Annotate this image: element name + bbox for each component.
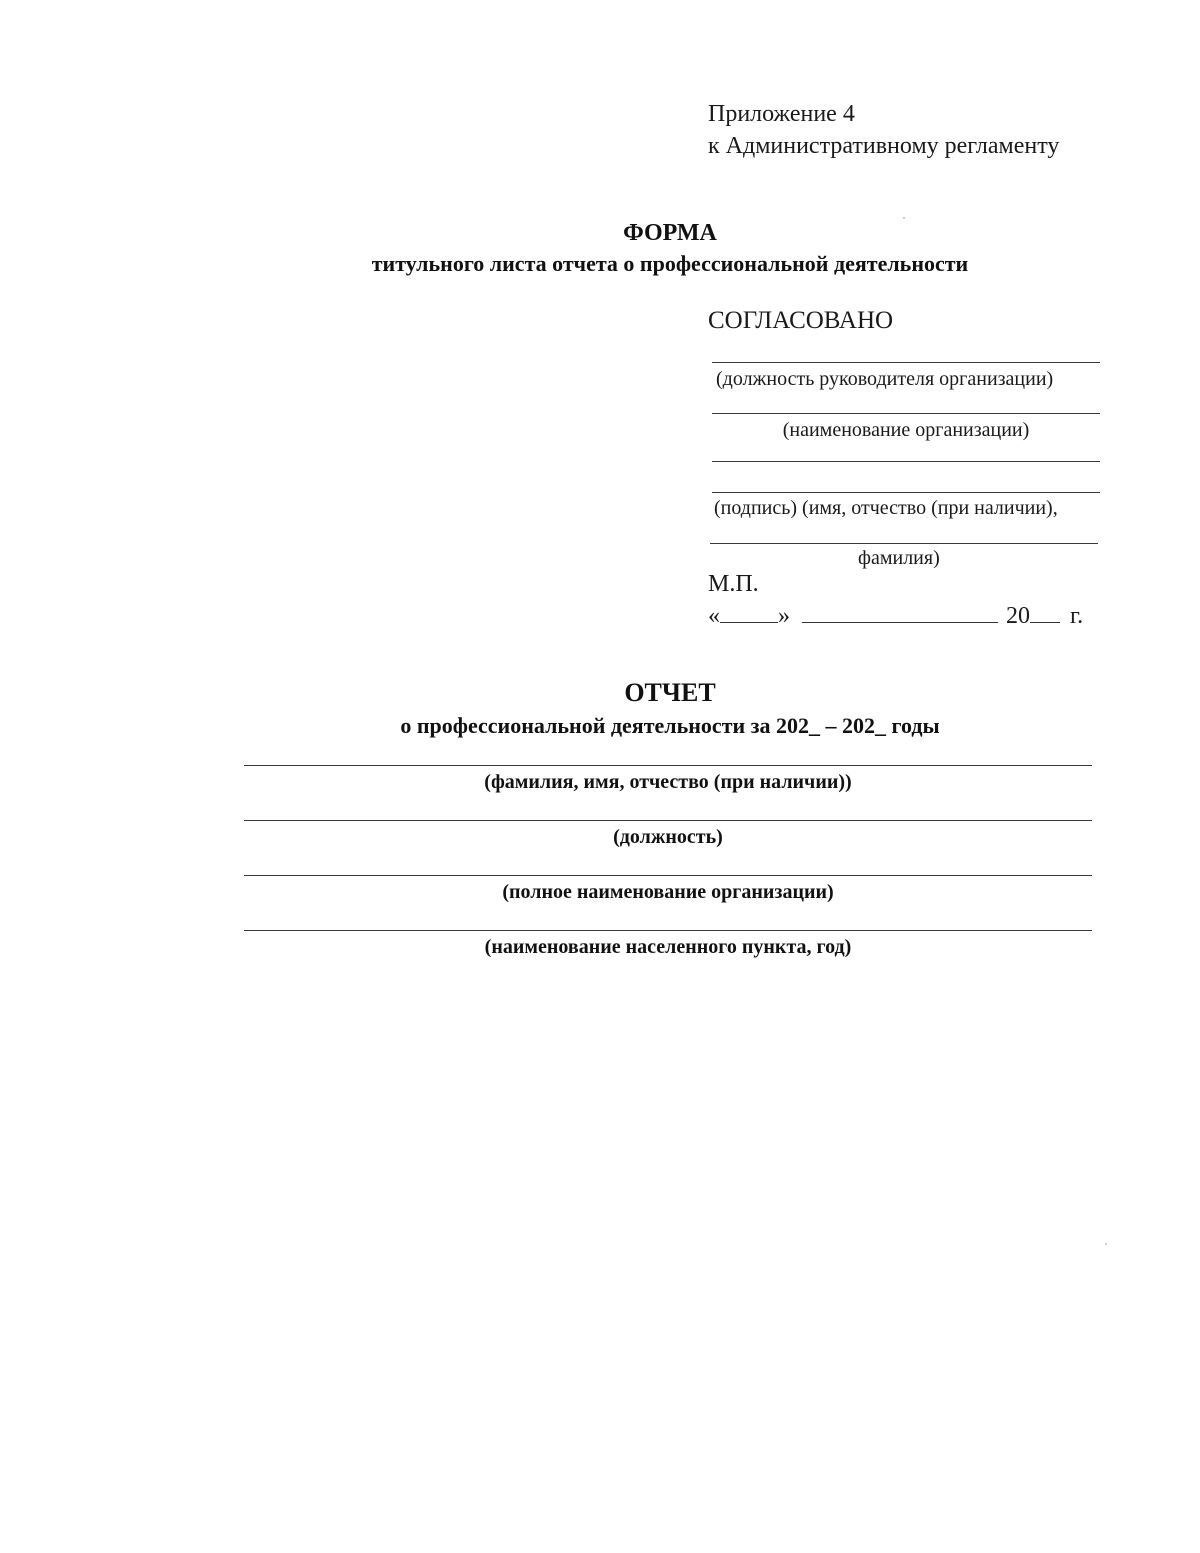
form-title: ФОРМА	[623, 220, 717, 246]
organization-line-2	[712, 461, 1100, 462]
year-prefix: 20	[1006, 603, 1030, 629]
organization-full-name-caption: (полное наименование организации)	[502, 881, 834, 903]
locality-year-line	[244, 930, 1092, 931]
scan-speck	[903, 217, 905, 219]
organization-line	[712, 413, 1100, 414]
organization-full-name-line	[244, 875, 1092, 876]
report-title: ОТЧЕТ	[624, 678, 716, 707]
appendix-header	[708, 98, 1059, 162]
approval-date	[708, 600, 1083, 632]
position-caption: (должность руководителя организации)	[716, 368, 1054, 390]
day-blank	[720, 600, 778, 623]
report-subtitle: о профессиональной деятельности за 202_ – 202_ годы	[400, 713, 940, 738]
surname-line	[710, 543, 1098, 544]
surname-caption: фамилия)	[858, 547, 940, 569]
date-close-quote: »	[778, 603, 790, 629]
job-position-line	[244, 820, 1092, 821]
organization-caption: (наименование организации)	[782, 419, 1030, 441]
position-line	[712, 362, 1100, 363]
appendix-reference: к Административному регламенту	[708, 133, 1060, 159]
signature-line	[712, 492, 1100, 493]
full-name-caption: (фамилия, имя, отчество (при наличии))	[484, 771, 852, 793]
month-blank	[802, 600, 998, 623]
year-blank	[1030, 600, 1060, 623]
full-name-line	[244, 765, 1092, 766]
appendix-number: Приложение 4	[708, 101, 855, 127]
approval-heading: СОГЛАСОВАНО	[708, 307, 894, 334]
form-subtitle: титульного листа отчета о профессиональной деятельности	[371, 251, 969, 276]
scan-speck	[1105, 1243, 1107, 1245]
signature-caption: (подпись) (имя, отчество (при наличии),	[714, 497, 1058, 519]
locality-year-caption: (наименование населенного пункта, год)	[484, 936, 852, 958]
year-suffix: г.	[1070, 603, 1084, 629]
stamp-place: М.П.	[708, 571, 759, 597]
date-open-quote: «	[708, 603, 720, 629]
job-position-caption: (должность)	[613, 826, 723, 848]
